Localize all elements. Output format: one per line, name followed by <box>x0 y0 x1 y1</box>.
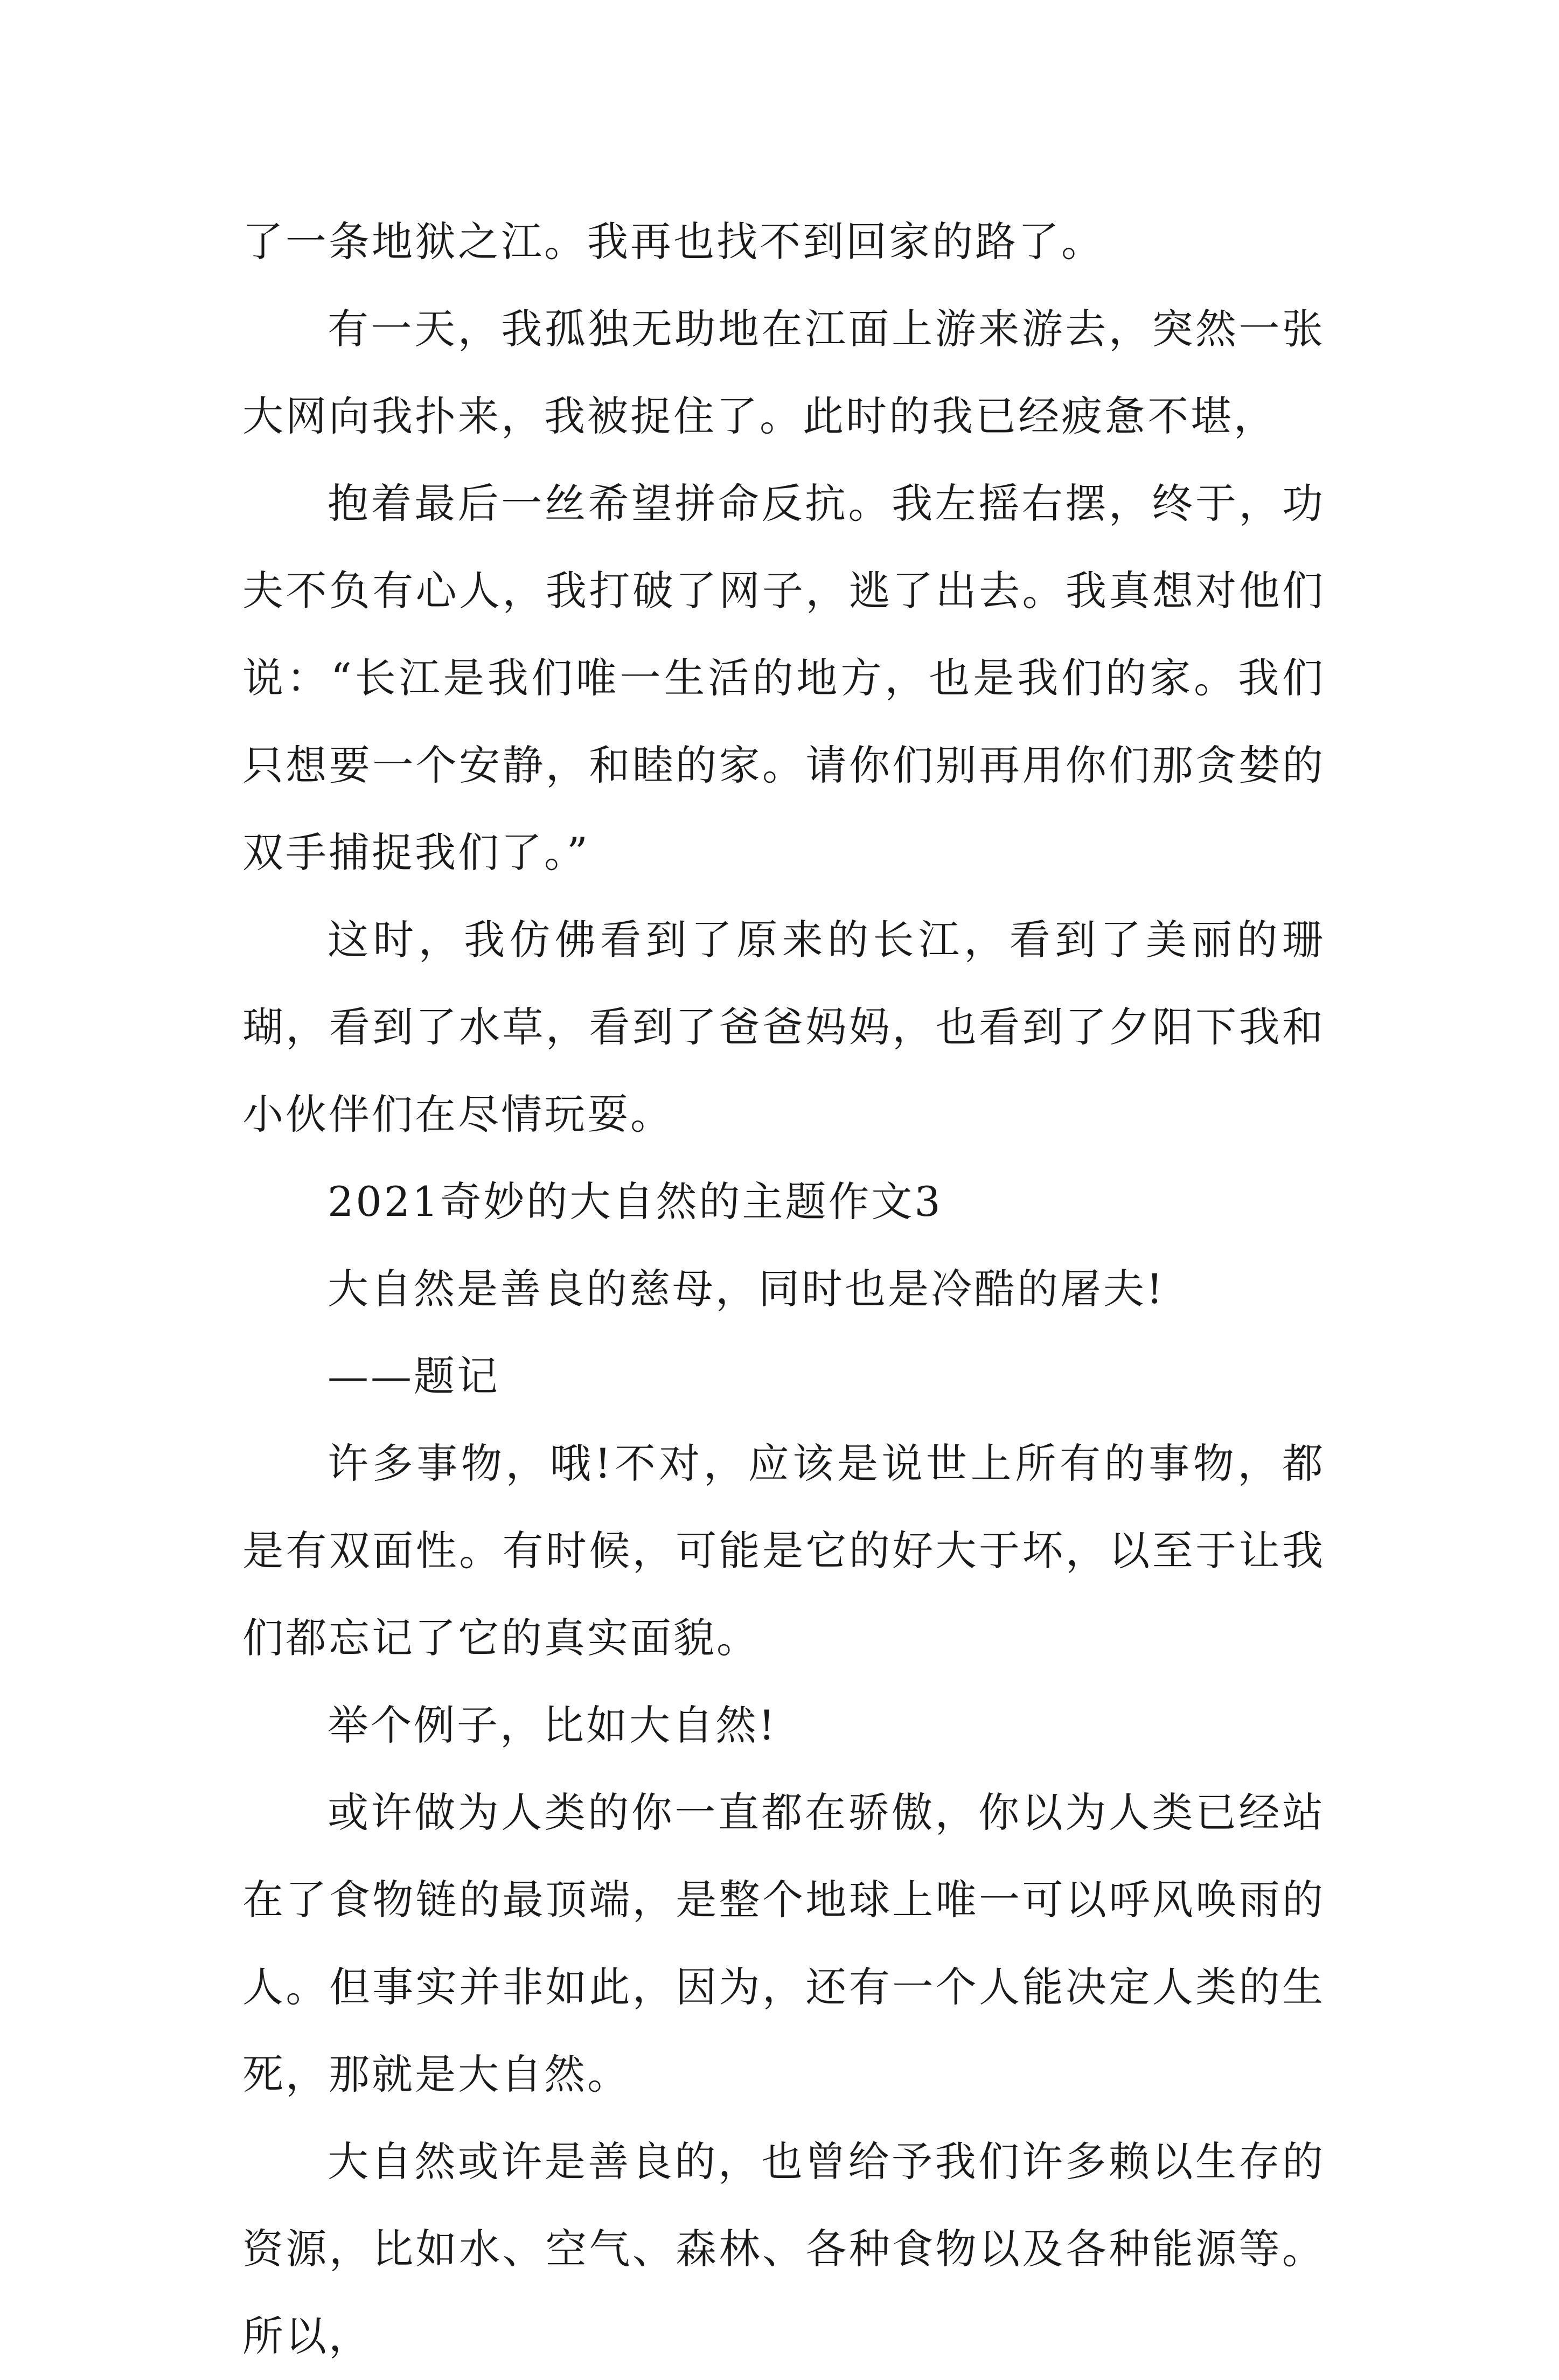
document-body <box>242 198 1325 2380</box>
paragraph: 大自然或许是善良的，也曾给予我们许多赖以生存的资源，比如水、空气、森林、各种食物以及各种能源等。所以， <box>242 2138 1325 2360</box>
paragraph: 抱着最后一丝希望拼命反抗。我左摇右摆，终于，功夫不负有心人，我打破了网子，逃了出去。我真想对他们说：“长江是我们唯一生活的地方，也是我们的家。我们只想要一个安静，和睦的家。请你们别再用你们那贪婪的双手捕捉我们了。” <box>242 479 1325 876</box>
paragraph: 这时，我仿佛看到了原来的长江，看到了美丽的珊瑚，看到了水草，看到了爸爸妈妈，也看到了夕阳下我和小伙伴们在尽情玩耍。 <box>242 916 1325 1138</box>
paragraph: 举个例子，比如大自然! <box>328 1701 777 1749</box>
paragraph: 有一天，我孤独无助地在江面上游来游去，突然一张大网向我扑来，我被捉住了。此时的我已经疲惫不堪， <box>242 305 1325 440</box>
paragraph: 许多事物，哦!不对，应该是说世上所有的事物，都是有双面性。有时候，可能是它的好大于坏，以至于让我们都忘记了它的真实面貌。 <box>242 1439 1325 1662</box>
section-title: 2021奇妙的大自然的主题作文3 <box>328 1178 943 1226</box>
epigraph: 大自然是善良的慈母，同时也是冷酷的屠夫! <box>328 1265 1165 1313</box>
paragraph: 或许做为人类的你一直都在骄傲，你以为人类已经站在了食物链的最顶端，是整个地球上唯一可以呼风唤雨的人。但事实并非如此，因为，还有一个人能决定人类的生死，那就是大自然。 <box>242 1789 1325 2098</box>
paragraph-continuation: 了一条地狱之江。我再也找不到回家的路了。 <box>242 218 1104 266</box>
epigraph-attribution: ——题记 <box>328 1352 500 1400</box>
